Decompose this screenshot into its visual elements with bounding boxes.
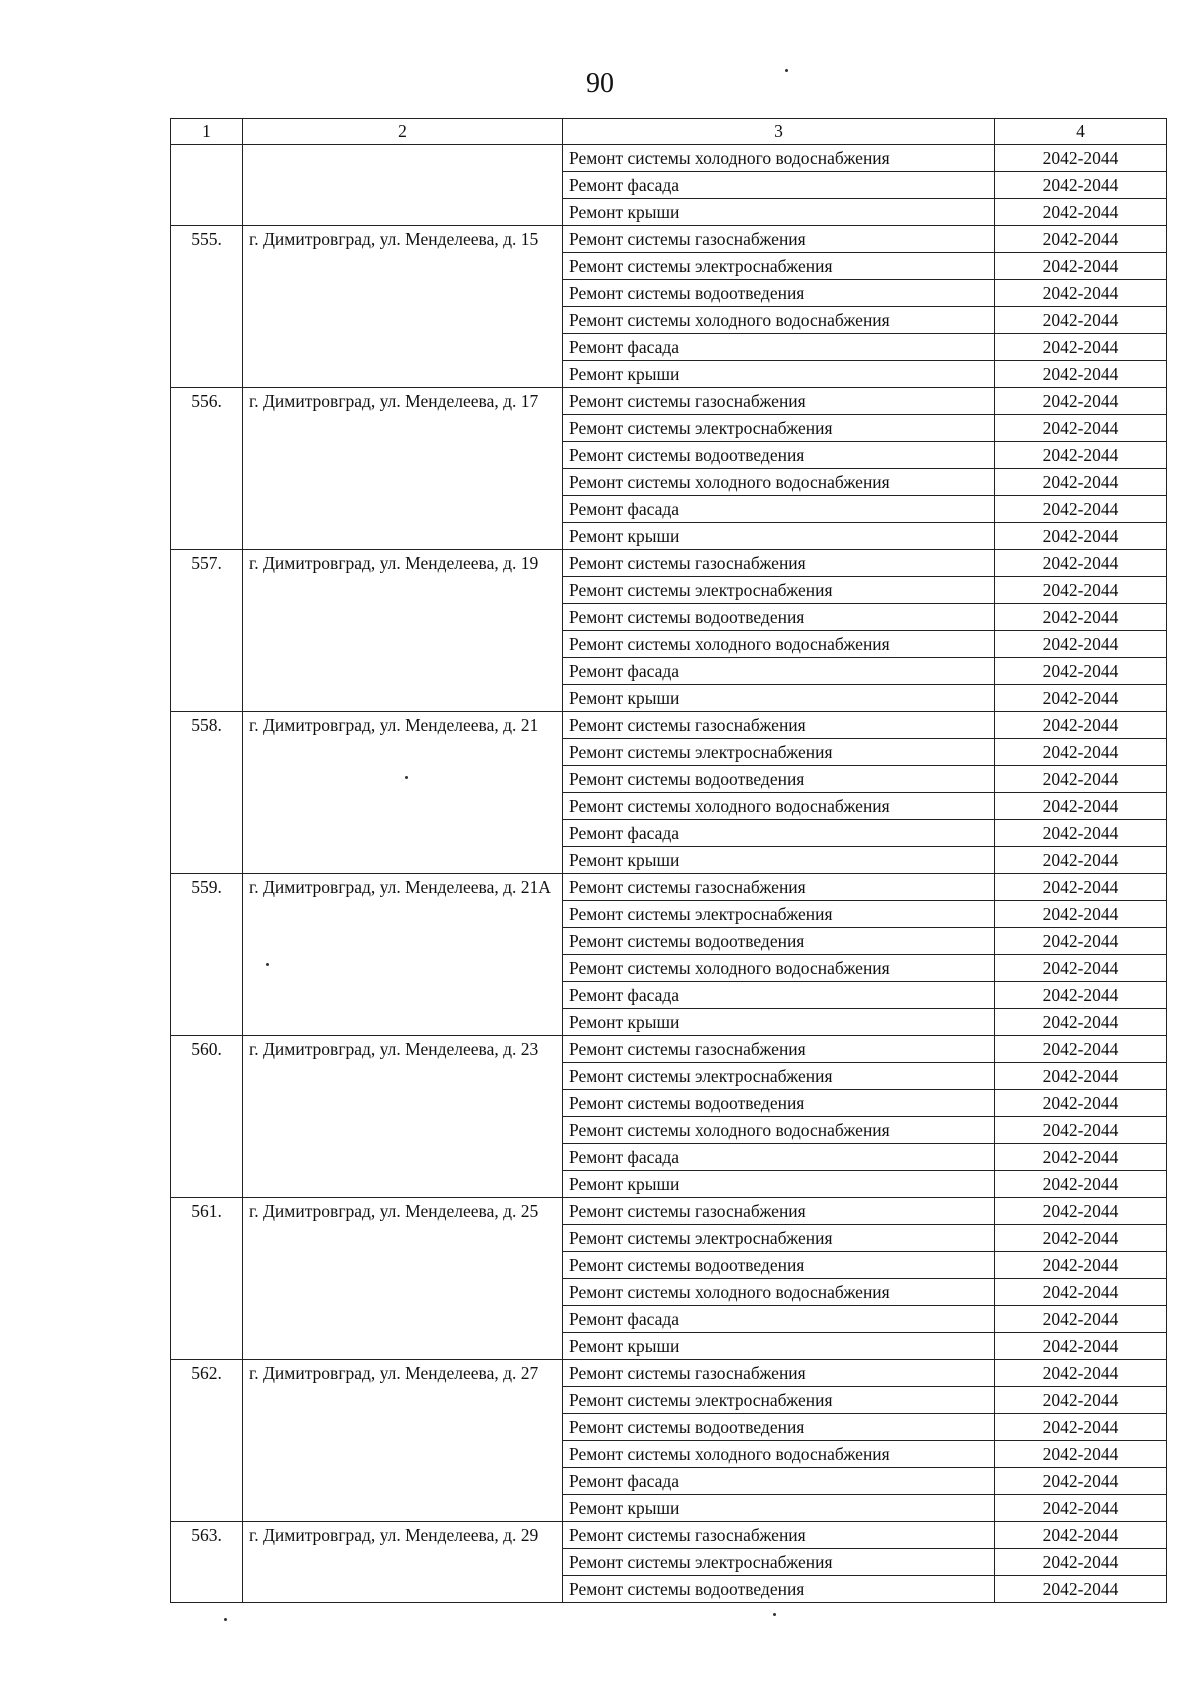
work-type: Ремонт системы холодного водоснабжения [563,955,995,982]
table-row [171,1522,1167,1549]
work-period: 2042-2044 [995,631,1167,658]
work-period: 2042-2044 [995,280,1167,307]
work-type: Ремонт системы холодного водоснабжения [563,145,995,172]
work-period: 2042-2044 [995,874,1167,901]
table-row [171,145,1167,172]
entry-number: 559. [171,874,243,1036]
entry-number: 557. [171,550,243,712]
work-period: 2042-2044 [995,226,1167,253]
scan-speck [405,776,408,779]
work-type: Ремонт крыши [563,1171,995,1198]
entry-number: 558. [171,712,243,874]
table-body [171,119,1167,1603]
work-period: 2042-2044 [995,1495,1167,1522]
entry-number: 555. [171,226,243,388]
scan-speck [785,69,788,72]
work-period: 2042-2044 [995,1144,1167,1171]
table-row [171,550,1167,577]
work-type: Ремонт системы газоснабжения [563,712,995,739]
table-row [171,874,1167,901]
work-type: Ремонт системы электроснабжения [563,901,995,928]
column-header-3: 3 [563,119,995,145]
work-period: 2042-2044 [995,415,1167,442]
work-period: 2042-2044 [995,1522,1167,1549]
work-period: 2042-2044 [995,172,1167,199]
work-period: 2042-2044 [995,1036,1167,1063]
entry-address: г. Димитровград, ул. Менделеева, д. 17 [243,388,563,550]
table-row [171,1036,1167,1063]
repair-schedule-table [170,118,1167,1603]
work-period: 2042-2044 [995,1441,1167,1468]
work-period: 2042-2044 [995,1171,1167,1198]
entry-address: г. Димитровград, ул. Менделеева, д. 21 [243,712,563,874]
work-type: Ремонт фасада [563,496,995,523]
work-type: Ремонт системы водоотведения [563,1414,995,1441]
entry-number: 560. [171,1036,243,1198]
column-header-1: 1 [171,119,243,145]
work-period: 2042-2044 [995,334,1167,361]
work-type: Ремонт фасада [563,334,995,361]
work-period: 2042-2044 [995,982,1167,1009]
work-period: 2042-2044 [995,145,1167,172]
entry-address: г. Димитровград, ул. Менделеева, д. 23 [243,1036,563,1198]
work-type: Ремонт системы водоотведения [563,1090,995,1117]
work-type: Ремонт системы газоснабжения [563,1522,995,1549]
work-period: 2042-2044 [995,361,1167,388]
work-period: 2042-2044 [995,820,1167,847]
work-type: Ремонт крыши [563,1009,995,1036]
work-type: Ремонт системы водоотведения [563,1576,995,1603]
work-type: Ремонт системы электроснабжения [563,1549,995,1576]
work-period: 2042-2044 [995,442,1167,469]
column-header-4: 4 [995,119,1167,145]
work-period: 2042-2044 [995,928,1167,955]
entry-number: 556. [171,388,243,550]
work-period: 2042-2044 [995,1333,1167,1360]
entry-address: г. Димитровград, ул. Менделеева, д. 27 [243,1360,563,1522]
work-period: 2042-2044 [995,307,1167,334]
scan-speck [266,963,269,966]
work-type: Ремонт системы газоснабжения [563,550,995,577]
work-period: 2042-2044 [995,253,1167,280]
work-type: Ремонт системы электроснабжения [563,1225,995,1252]
work-type: Ремонт крыши [563,523,995,550]
entry-address: г. Димитровград, ул. Менделеева, д. 29 [243,1522,563,1603]
entry-number: 563. [171,1522,243,1603]
work-type: Ремонт системы электроснабжения [563,253,995,280]
work-period: 2042-2044 [995,1549,1167,1576]
work-type: Ремонт системы водоотведения [563,280,995,307]
work-type: Ремонт системы холодного водоснабжения [563,307,995,334]
work-type: Ремонт крыши [563,1495,995,1522]
work-type: Ремонт системы холодного водоснабжения [563,1117,995,1144]
work-period: 2042-2044 [995,901,1167,928]
work-type: Ремонт системы водоотведения [563,604,995,631]
work-type: Ремонт системы водоотведения [563,1252,995,1279]
work-type: Ремонт системы газоснабжения [563,1198,995,1225]
work-type: Ремонт фасада [563,658,995,685]
work-period: 2042-2044 [995,1468,1167,1495]
work-period: 2042-2044 [995,1387,1167,1414]
table-row [171,388,1167,415]
work-period: 2042-2044 [995,1576,1167,1603]
work-type: Ремонт фасада [563,1468,995,1495]
work-period: 2042-2044 [995,469,1167,496]
work-type: Ремонт системы холодного водоснабжения [563,793,995,820]
scan-speck [773,1613,776,1616]
entry-address: г. Димитровград, ул. Менделеева, д. 15 [243,226,563,388]
work-period: 2042-2044 [995,658,1167,685]
work-type: Ремонт системы холодного водоснабжения [563,1441,995,1468]
work-type: Ремонт крыши [563,685,995,712]
work-type: Ремонт системы газоснабжения [563,1036,995,1063]
work-type: Ремонт крыши [563,361,995,388]
work-type: Ремонт системы электроснабжения [563,1063,995,1090]
work-type: Ремонт фасада [563,982,995,1009]
work-period: 2042-2044 [995,1306,1167,1333]
work-period: 2042-2044 [995,1198,1167,1225]
work-period: 2042-2044 [995,604,1167,631]
work-period: 2042-2044 [995,712,1167,739]
entry-number: 562. [171,1360,243,1522]
work-type: Ремонт фасада [563,1306,995,1333]
work-period: 2042-2044 [995,199,1167,226]
work-period: 2042-2044 [995,1117,1167,1144]
work-period: 2042-2044 [995,1009,1167,1036]
work-period: 2042-2044 [995,766,1167,793]
work-type: Ремонт системы водоотведения [563,442,995,469]
work-period: 2042-2044 [995,550,1167,577]
work-type: Ремонт крыши [563,847,995,874]
work-type: Ремонт фасада [563,1144,995,1171]
entry-address: г. Димитровград, ул. Менделеева, д. 19 [243,550,563,712]
work-type: Ремонт системы холодного водоснабжения [563,631,995,658]
work-type: Ремонт системы электроснабжения [563,1387,995,1414]
work-type: Ремонт системы электроснабжения [563,577,995,604]
entry-number-empty [171,145,243,226]
entry-number: 561. [171,1198,243,1360]
work-type: Ремонт фасада [563,820,995,847]
work-period: 2042-2044 [995,1279,1167,1306]
work-period: 2042-2044 [995,1090,1167,1117]
entry-address: г. Димитровград, ул. Менделеева, д. 21А [243,874,563,1036]
work-period: 2042-2044 [995,1225,1167,1252]
work-type: Ремонт системы газоснабжения [563,1360,995,1387]
work-period: 2042-2044 [995,793,1167,820]
work-period: 2042-2044 [995,1360,1167,1387]
work-period: 2042-2044 [995,955,1167,982]
table-row [171,712,1167,739]
work-period: 2042-2044 [995,685,1167,712]
work-type: Ремонт фасада [563,172,995,199]
entry-address: г. Димитровград, ул. Менделеева, д. 25 [243,1198,563,1360]
work-type: Ремонт крыши [563,1333,995,1360]
entry-address-empty [243,145,563,226]
work-type: Ремонт системы электроснабжения [563,415,995,442]
work-type: Ремонт крыши [563,199,995,226]
work-type: Ремонт системы холодного водоснабжения [563,469,995,496]
work-period: 2042-2044 [995,388,1167,415]
work-period: 2042-2044 [995,847,1167,874]
work-period: 2042-2044 [995,739,1167,766]
table-row [171,1360,1167,1387]
work-type: Ремонт системы водоотведения [563,766,995,793]
table-row [171,1198,1167,1225]
work-type: Ремонт системы электроснабжения [563,739,995,766]
table-row [171,226,1167,253]
work-period: 2042-2044 [995,1252,1167,1279]
work-type: Ремонт системы газоснабжения [563,388,995,415]
scan-speck [224,1618,227,1621]
work-period: 2042-2044 [995,1063,1167,1090]
column-number-row [171,119,1167,145]
page-number: 90 [586,68,614,99]
column-header-2: 2 [243,119,563,145]
work-type: Ремонт системы газоснабжения [563,874,995,901]
work-type: Ремонт системы холодного водоснабжения [563,1279,995,1306]
work-type: Ремонт системы газоснабжения [563,226,995,253]
work-period: 2042-2044 [995,496,1167,523]
work-period: 2042-2044 [995,577,1167,604]
work-period: 2042-2044 [995,1414,1167,1441]
work-period: 2042-2044 [995,523,1167,550]
work-type: Ремонт системы водоотведения [563,928,995,955]
